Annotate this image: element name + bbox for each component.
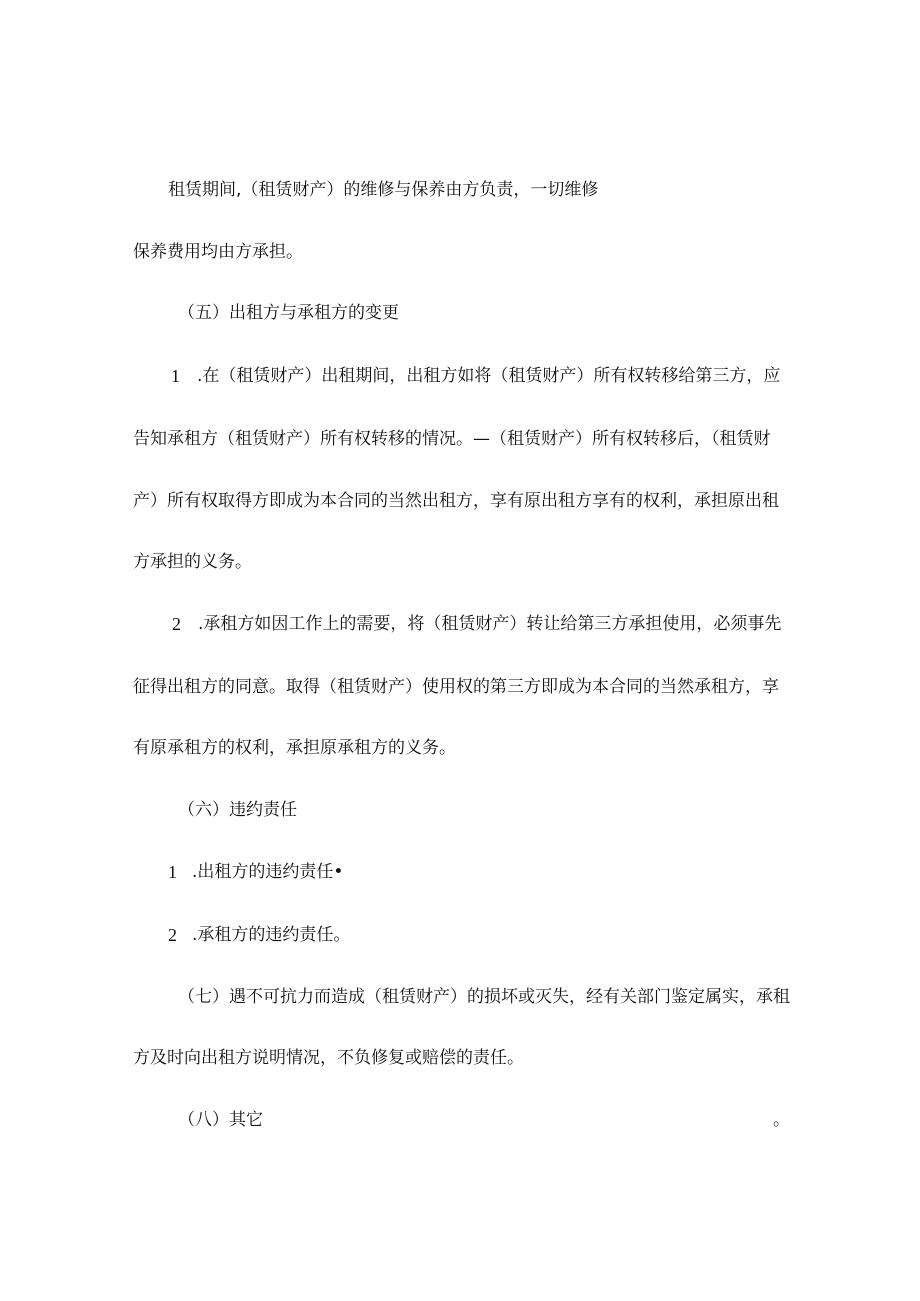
heading-text: （八）其它 [178,1110,263,1130]
item-text: .承租方的违约责任。 [192,925,351,945]
item-number: 1 [168,862,177,882]
line-text: 产）所有权取得方即成为本合同的当然出租方，享有原出租方享有的权利，承担原出租 [133,491,779,511]
line-text: 征得出租方的同意。取得（租赁财产）使用权的第三方即成为本合同的当然承租方，享 [133,677,779,697]
item-number: 2 [168,925,177,945]
item-text: .出租方的违约责任• [192,862,344,882]
item-text: .在（租赁财产）出租期间，出租方如将（租赁财产）所有权转移给第三方，应 [197,366,781,386]
heading-text: （七）遇不可抗力而造成（租赁财产）的损坏或灭失，经有关部门鉴定属实，承租 [178,987,790,1007]
line-text: 告知承租方（租赁财产）所有权转移的情况。—（租赁财产）所有权转移后，（租赁财 [133,429,771,449]
line-text: 方承担的义务。 [133,552,252,572]
heading-text: （五）出租方与承租方的变更 [178,303,399,323]
heading-text: （六）违约责任 [178,800,297,820]
item-number: 2 [172,614,181,634]
trailing-mark: 。 [773,1110,790,1130]
line-text: 有原承租方的权利，承担原承租方的义务。 [133,738,456,758]
line-text: 保养费用均由方承担。 [133,242,303,262]
line-text: 租赁期间,（租赁财产）的维修与保养由方负责，一切维修 [168,180,599,200]
line-text: 方及时向出租方说明情况，不负修复或赔偿的责任。 [133,1048,524,1068]
item-text: .承租方如因工作上的需要，将（租赁财产）转让给第三方承担使用，必须事先 [198,614,782,634]
item-number: 1 [171,366,180,386]
